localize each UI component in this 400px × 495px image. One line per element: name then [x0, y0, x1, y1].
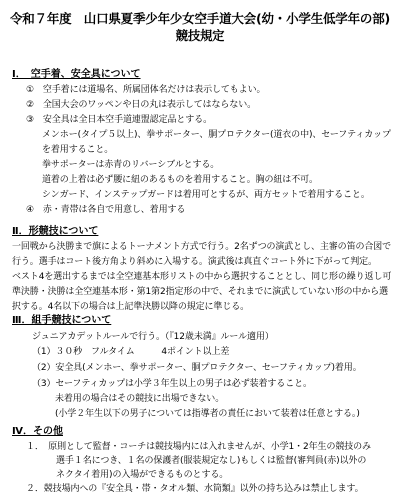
section-1-line: ① 空手着には道場名、所属団体名だけは表示してもよい。: [26, 85, 266, 95]
section-3-line: (小学２年生以下の男子については指導者の責任において装着は任意とする。): [55, 409, 360, 419]
section-3-line: 未着用の場合はその競技に出場できない。: [55, 394, 225, 404]
section-3-line: ジュニアカデットルールで行う。（『12歳未満』ルール適用）: [32, 332, 274, 342]
section-1-line: 拳サポーターは赤青のリバーシブルとする。: [42, 160, 220, 170]
section-1-line: ③ 安全具は全日本空手道連盟認定品とする。: [26, 115, 212, 125]
section-3-line: （2）安全具(メンホー、拳サポーター、胴プロテクター、セーフティカップ)着用。: [32, 363, 362, 373]
section-1-line: メンホー(タイプ５以上)、拳サポーター、胴プロテクター(道衣の中)、セーフティカップ: [42, 130, 391, 140]
section-3-line: （1）３０秒 フルタイム 4ポイント以上差: [32, 347, 230, 357]
section-1-line: 道着の上着は必ず腰に紐のあるものを着用すること。胸の紐は不可。: [42, 175, 318, 185]
section-3-heading: Ⅲ．組手競技について: [12, 315, 112, 326]
section-4-line: １． 原則として監督・コーチは競技場内には入れませんが、小学1・2年生の競技のみ: [26, 442, 371, 452]
section-1-line: シンガード、インステップガードは着用可とするが、両方セットで着用すること。: [42, 190, 370, 200]
section-4-line: ２．競技場内への『安全具・帯・タオル類、水筒類』以外の持ち込みは禁止します。: [26, 484, 364, 494]
title-line-1: 令和７年度 山口県夏季少年少女空手道大会(幼・小学生低学年の部): [9, 11, 391, 26]
section-1-line: を着用すること。: [42, 145, 114, 155]
section-4-line: ネクタイ着用)の入場ができるものとする。: [56, 470, 229, 480]
section-2-line: 準決勝・決勝は全空連基本形・第1第2指定形の中で、それまでに演武していない形の中から選: [12, 287, 388, 297]
document-title: [0, 10, 400, 45]
section-2-line: 択する。4名以下の場合は上記準決勝以降の規定に準じる。: [12, 302, 250, 312]
section-2-line: 一回戦から決勝まで旗によるトーナメント方式で行う。2名ずつの演武とし、主審の笛の合図で: [12, 242, 392, 252]
section-3-line: （3）セーフティカップは小学３年生以上の男子は必ず装着すること。: [32, 379, 312, 389]
title-line-2: 競技規定: [175, 29, 225, 43]
section-1-line: ② 全国大会のワッペンや日の丸は表示してはならない。: [26, 100, 257, 110]
section-2-heading: Ⅱ．形競技について: [12, 226, 99, 237]
section-2-line: 行う。選手はコート後方角より斜めに入場する。演武後は真直ぐコート外に下がって判定。: [12, 257, 377, 267]
section-4-line: 選手１名につき、１名の保護者(服装規定なし)もしくは監督(審判員(赤)以外の: [56, 456, 367, 466]
section-1-heading: Ⅰ． 空手着、安全具について: [12, 69, 141, 80]
section-2-line: ベスト4を選出するまでは全空連基本形リストの中から選択することとし、同じ形の繰り返し可: [12, 272, 392, 282]
section-1-line: ④ 赤・青帯は各自で用意し、着用する: [26, 205, 186, 215]
section-4-heading: Ⅳ．その他: [12, 426, 63, 437]
